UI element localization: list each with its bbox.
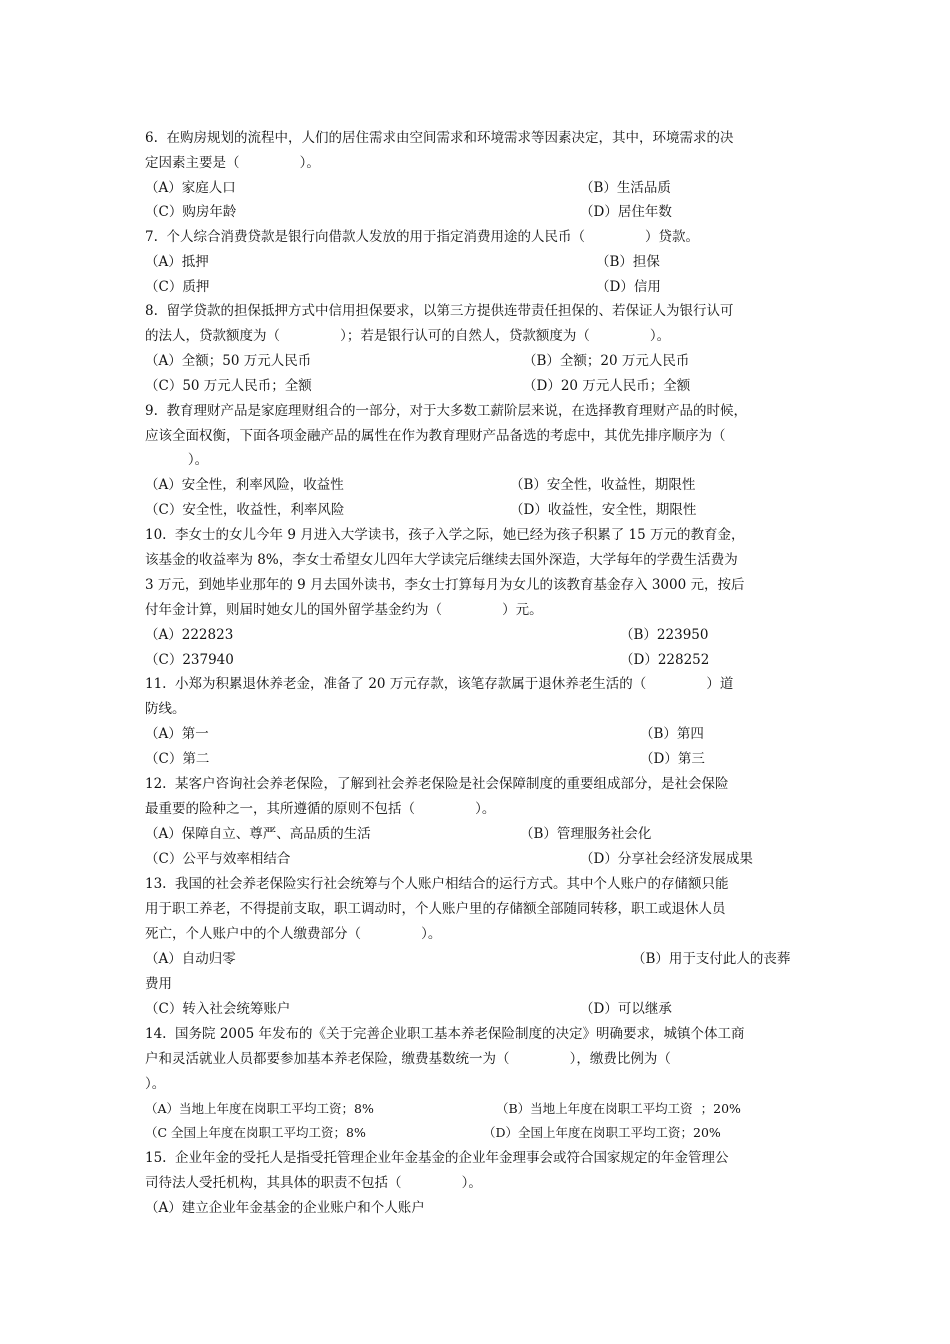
q7-option-d: （D）信用 xyxy=(596,279,661,295)
q6-stem-line-1: 6. 在购房规划的流程中，人们的居住需求由空间需求和环境需求等因素决定，其中，环境需求的决 xyxy=(145,130,734,146)
q6-stem-line-2: 定因素主要是（ ）。 xyxy=(145,155,320,171)
q13-option-d: （D）可以继承 xyxy=(580,1001,672,1017)
q9-option-b: （B）安全性，收益性，期限性 xyxy=(510,477,696,493)
q13-option-c: （C）转入社会统筹账户 xyxy=(145,1001,291,1017)
q9-stem-line-3: ）。 xyxy=(145,452,209,468)
q14-option-a: （A）当地上年度在岗职工平均工资；8% xyxy=(145,1101,374,1116)
q13-stem-line-2: 用于职工养老，不得提前支取，职工调动时，个人账户里的存储额全部随同转移，职工或退休人员 xyxy=(145,901,726,917)
q13-option-a: （A）自动归零 xyxy=(145,951,236,967)
q12-option-b: （B）管理服务社会化 xyxy=(520,826,652,842)
q14-option-b: （B）当地上年度在岗职工平均工资 ；20% xyxy=(496,1101,741,1116)
q7-stem-line-1: 7. 个人综合消费贷款是银行向借款人发放的用于指定消费用途的人民币（ ）贷款。 xyxy=(145,229,700,245)
q13-option-b: （B）用于支付此人的丧葬 xyxy=(632,951,791,967)
q7-option-a: （A）抵押 xyxy=(145,254,209,270)
q9-option-a: （A）安全性，利率风险，收益性 xyxy=(145,477,344,493)
q10-option-d: （D）228252 xyxy=(620,652,710,668)
q11-option-b: （B）第四 xyxy=(640,726,704,742)
q11-option-d: （D）第三 xyxy=(640,751,705,767)
q9-option-c: （C）安全性，收益性，利率风险 xyxy=(145,502,345,518)
q11-option-c: （C）第二 xyxy=(145,751,210,767)
q14-stem-line-3: ）。 xyxy=(145,1076,166,1092)
q12-stem-line-2: 最重要的险种之一，其所遵循的原则不包括（ ）。 xyxy=(145,801,496,817)
q8-stem-line-1: 8. 留学贷款的担保抵押方式中信用担保要求，以第三方提供连带责任担保的、若保证人为银行认可 xyxy=(145,303,734,319)
q14-option-c: （C 全国上年度在岗职工平均工资；8% xyxy=(145,1125,366,1140)
q12-option-d: （D）分享社会经济发展成果 xyxy=(580,851,753,867)
q7-option-b: （B）担保 xyxy=(596,254,660,270)
q9-stem-line-1: 9. 教育理财产品是家庭理财组合的一部分，对于大多数工薪阶层来说，在选择教育理财产品的时候， xyxy=(145,403,747,419)
q8-option-d: （D）20 万元人民币；全额 xyxy=(523,378,691,394)
q10-option-a: （A）222823 xyxy=(145,627,234,643)
q6-option-d: （D）居住年数 xyxy=(580,204,672,220)
q15-stem-line-2: 司待法人受托机构，其具体的职责不包括（ ）。 xyxy=(145,1175,482,1191)
q10-stem-line-2: 该基金的收益率为 8%，李女士希望女儿四年大学读完后继续去国外深造，大学每年的学费生活费为 xyxy=(145,552,738,568)
q12-option-c: （C）公平与效率相结合 xyxy=(145,851,291,867)
q8-option-c: （C）50 万元人民币；全额 xyxy=(145,378,312,394)
q13-option-b-wrap: 费用 xyxy=(145,976,172,992)
q12-stem-line-1: 12. 某客户咨询社会养老保险，了解到社会养老保险是社会保障制度的重要组成部分，是社会保险 xyxy=(145,776,729,792)
q14-stem-line-1: 14. 国务院 2005 年发布的《关于完善企业职工基本养老保险制度的决定》明确要求，城镇个体工商 xyxy=(145,1026,745,1042)
q15-option-a: （A）建立企业年金基金的企业账户和个人账户 xyxy=(145,1200,425,1216)
q6-option-c: （C）购房年龄 xyxy=(145,204,237,220)
q14-stem-line-2: 户和灵活就业人员都要参加基本养老保险，缴费基数统一为（ ），缴费比例为（ xyxy=(145,1051,671,1067)
q10-option-c: （C）237940 xyxy=(145,652,234,668)
q11-stem-line-1: 11. 小郑为积累退休养老金，准备了 20 万元存款，该笔存款属于退休养老生活的（ ）道 xyxy=(145,676,734,692)
q11-stem-line-2: 防线。 xyxy=(145,701,186,717)
q8-option-a: （A）全额；50 万元人民币 xyxy=(145,353,312,369)
q15-stem-line-1: 15. 企业年金的受托人是指受托管理企业年金基金的企业年金理事会或符合国家规定的年金管理公 xyxy=(145,1150,729,1166)
q10-option-b: （B）223950 xyxy=(620,627,709,643)
q9-option-d: （D）收益性，安全性，期限性 xyxy=(510,502,697,518)
q7-option-c: （C）质押 xyxy=(145,279,210,295)
q6-option-a: （A）家庭人口 xyxy=(145,180,236,196)
q13-stem-line-1: 13. 我国的社会养老保险实行社会统筹与个人账户相结合的运行方式。其中个人账户的存储额只能 xyxy=(145,876,729,892)
q8-option-b: （B）全额；20 万元人民币 xyxy=(523,353,690,369)
q10-stem-line-4: 付年金计算，则届时她女儿的国外留学基金约为（ ）元。 xyxy=(145,602,543,618)
q13-stem-line-3: 死亡，个人账户中的个人缴费部分（ ）。 xyxy=(145,926,442,942)
q12-option-a: （A）保障自立、尊严、高品质的生活 xyxy=(145,826,371,842)
q10-stem-line-3: 3 万元，到她毕业那年的 9 月去国外读书，李女士打算每月为女儿的该教育基金存入 3000 元，按后 xyxy=(145,577,745,593)
q9-stem-line-2: 应该全面权衡，下面各项金融产品的属性在作为教育理财产品备选的考虑中，其优先排序顺序为（ xyxy=(145,428,726,444)
q14-option-d: （D）全国上年度在岗职工平均工资；20% xyxy=(483,1125,721,1140)
q10-stem-line-1: 10. 李女士的女儿今年 9 月进入大学读书，孩子入学之际，她已经为孩子积累了 15 万元的教育金， xyxy=(145,527,745,543)
q8-stem-line-2: 的法人，贷款额度为（ ）；若是银行认可的自然人，贷款额度为（ ）。 xyxy=(145,328,671,344)
q6-option-b: （B）生活品质 xyxy=(580,180,671,196)
q11-option-a: （A）第一 xyxy=(145,726,209,742)
